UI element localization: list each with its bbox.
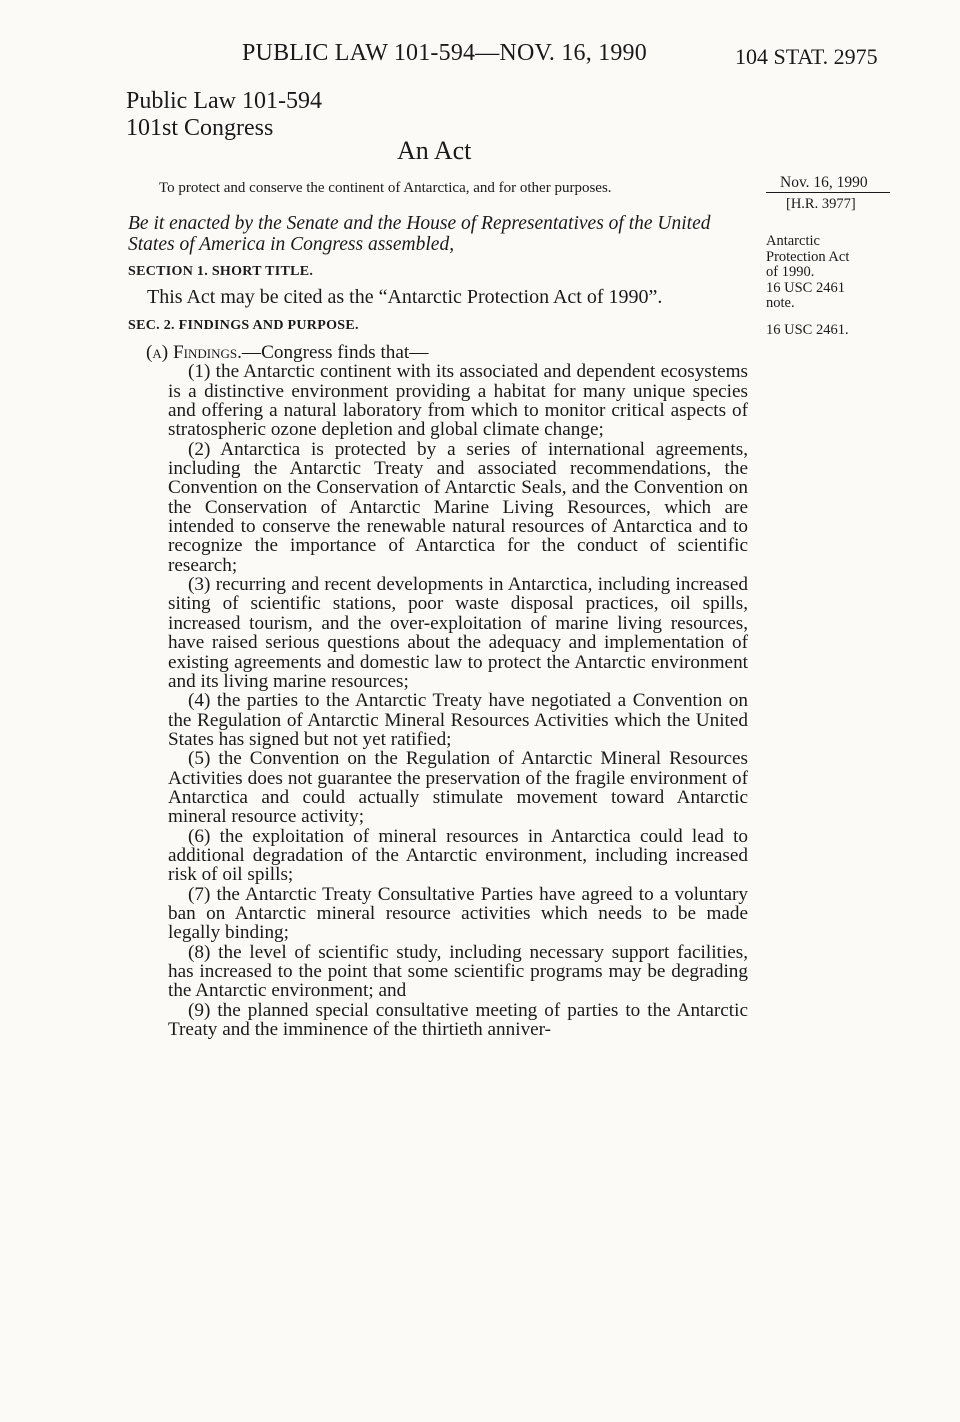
margin-note-line: 16 USC 2461 [766, 279, 845, 296]
running-head: PUBLIC LAW 101-594—NOV. 16, 1990 [242, 40, 647, 66]
findings-label: (a) Findings. [146, 342, 242, 363]
enacting-clause: Be it enacted by the Senate and the House of Representatives of the United States of America in Congress assembled, [128, 213, 711, 255]
findings-body [146, 342, 748, 1041]
margin-note-line: Antarctic [766, 233, 820, 249]
margin-note-line: note. [766, 295, 795, 311]
margin-date: Nov. 16, 1990 [766, 174, 890, 193]
findings-intro: —Congress finds that— [241, 342, 429, 363]
act-title: An Act [397, 136, 472, 165]
stat-page-number: 104 STAT. 2975 [735, 44, 878, 69]
margin-short-title-note [766, 234, 896, 312]
public-law-number: Public Law 101-594 [126, 88, 322, 114]
findings-subhead [146, 342, 748, 363]
purpose-line: To protect and conserve the continent of Antarctica, and for other purposes. [159, 180, 612, 196]
congress-number: 101st Congress [126, 115, 274, 141]
margin-bill-number: [H.R. 3977] [786, 196, 856, 212]
finding-paragraph: (5) the Convention on the Regulation of Antarctic Mineral Resources Activities does not guarantee the preservation of the fragile environment of Antarctica and could actually stimulate movement toward Antarctic mineral resource activity; [168, 748, 748, 828]
finding-paragraph: (6) the exploitation of mineral resources in Antarctica could lead to additional degradation of the Antarctic environment, including increased risk of oil spills; [168, 825, 748, 886]
finding-paragraph: (8) the level of scientific study, including necessary support facilities, has increased to the point that some scientific programs may be degrading the Antarctic environment; and [168, 941, 748, 1002]
margin-usc-citation: 16 USC 2461. [766, 322, 849, 338]
finding-paragraph: (7) the Antarctic Treaty Consultative Parties have agreed to a voluntary ban on Antarctic mineral resource activities which needs to be made legally binding; [168, 883, 748, 944]
margin-note-line: Protection Act [766, 248, 850, 265]
section-1-text: This Act may be cited as the “Antarctic Protection Act of 1990”. [147, 286, 663, 308]
finding-paragraph: (2) Antarctica is protected by a series of international agreements, including the Antarctic Treaty and associated recommendations, the Convention on the Conservation of Antarctic Seals, and the Convention on the Conservation of Antarctic Marine Living Resources, which are intended to conserve the renewable natural resources of Antarctica and to recognize the importance of Antarctica for the conduct of scientific research; [168, 438, 748, 576]
finding-paragraph: (1) the Antarctic continent with its associated and dependent ecosystems is a distinctive environment providing a habitat for many unique species and offering a natural laboratory from which to monitor critical aspects of stratospheric ozone depletion and global climate change; [168, 361, 748, 441]
finding-paragraph: (3) recurring and recent developments in Antarctica, including increased siting of scientific stations, poor waste disposal practices, oil spills, increased tourism, and the over-exploitation of marine living resources, have raised serious questions about the adequacy and implementation of existing agreements and domestic law to protect the Antarctic environment and its living marine resources; [168, 574, 748, 692]
margin-note-line: of 1990. [766, 264, 815, 280]
finding-paragraph: (4) the parties to the Antarctic Treaty have negotiated a Convention on the Regulation of Antarctic Mineral Resources Activities which the United States has signed but not yet ratified; [168, 690, 748, 750]
section-2-heading: SEC. 2. FINDINGS AND PURPOSE. [128, 318, 359, 333]
finding-paragraph: (9) the planned special consultative meeting of parties to the Antarctic Treaty and the imminence of the thirtieth anniver- [168, 999, 748, 1041]
section-1-heading: SECTION 1. SHORT TITLE. [128, 264, 314, 279]
